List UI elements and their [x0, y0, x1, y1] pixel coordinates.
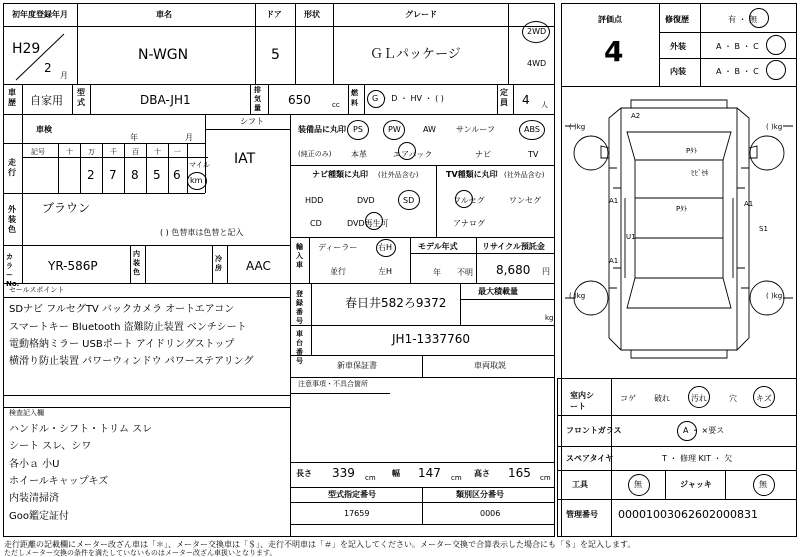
first-reg-label: 初年度登録年月 — [12, 10, 68, 19]
navi-item: DVD再生可 — [347, 219, 389, 228]
history-label: 車歴 — [8, 88, 16, 107]
sales-point-line: 電動格納ミラー USBポート アイドリングストップ — [9, 339, 235, 350]
score-value: 4 — [604, 35, 624, 68]
damage-mark-a1-right: A1 — [744, 200, 754, 208]
tv-item: ワンセグ — [509, 196, 541, 205]
equipment-label: 装備品に丸印 — [298, 125, 346, 134]
mileage-digit: 5 — [153, 168, 161, 182]
damage-mark-a1-left: A1 — [609, 197, 619, 205]
equip-item: PS — [353, 125, 363, 134]
digit-label-0: 記号 — [31, 148, 45, 156]
inspector-line: シート スレ、シワ — [9, 441, 92, 452]
digit-label-4: 百 — [132, 148, 139, 156]
color-no-label: カラーNo. — [6, 253, 20, 288]
spare-label: スペアタイヤ — [566, 454, 614, 463]
damage-mark-u1: U1 — [626, 233, 636, 241]
tv-label: TV種類に丸印 — [446, 170, 498, 179]
height-label: 高さ — [474, 469, 490, 478]
car-diagram — [561, 88, 797, 378]
drive-2wd: 2WD — [527, 27, 547, 36]
equip-item: ナビ — [475, 150, 491, 159]
tools-value: 無 — [634, 480, 642, 489]
max-load-label: 最大積載量 — [478, 287, 518, 296]
reg-year: H29 — [12, 41, 41, 57]
sales-points-label: セールスポイント — [9, 286, 65, 294]
windshield-label: フロントガラス — [566, 426, 622, 435]
navi-item: SD — [403, 196, 415, 205]
handle-left: 左H — [378, 267, 393, 276]
exterior-options: A ・ B ・ C — [716, 42, 759, 51]
color-value: ブラウン — [42, 201, 91, 215]
drive-4wd: 4WD — [527, 59, 547, 68]
displacement-label: 排気量 — [254, 86, 261, 112]
shaken-label: 車検 — [36, 125, 52, 134]
model-year-unit: 年 — [433, 268, 441, 277]
inspector-line: Goo鑑定証付 — [9, 511, 69, 522]
mileage-digit: 7 — [109, 168, 117, 182]
inspector-line: 各小ａ 小U — [9, 459, 60, 470]
exterior-label: 外装 — [670, 42, 686, 51]
inspector-line: 内装清掃済 — [9, 493, 59, 504]
jack-value: 無 — [759, 480, 767, 489]
footer-line-2: ただしメーター交換の条件を満たしていないものはメーター改ざん車扱いとなります。 — [4, 549, 277, 557]
kg-top-left: ( )kg — [569, 123, 586, 131]
type-no-value: 17659 — [344, 509, 370, 518]
length-label: 長さ — [296, 469, 312, 478]
displacement-value: 650 — [288, 93, 311, 107]
equip-item: 本革 — [351, 150, 367, 159]
type-no-label: 型式指定番号 — [328, 490, 376, 499]
shift-label: シフト — [240, 117, 264, 126]
tv-sub: (社外品含む) — [504, 171, 545, 179]
navi-item: CD — [310, 219, 322, 228]
shaken-month-unit: 月 — [185, 133, 193, 142]
import-dealer: ディーラー — [318, 243, 358, 252]
notes-label: 注意事項・不具合箇所 — [298, 380, 368, 388]
reg-month-unit: 月 — [60, 71, 68, 80]
equip-item: AW — [423, 125, 436, 134]
jack-label: ジャッキ — [680, 480, 712, 489]
damage-mark-a2: A2 — [631, 112, 641, 120]
sales-point-line: SDナビ フルセグTV バックカメラ オートエアコン — [9, 304, 235, 315]
model-label: 型式 — [77, 88, 85, 107]
sheet-option: キズ — [756, 394, 772, 403]
sheet-option: 穴 — [729, 394, 737, 403]
recycle-value: 8,680 — [496, 263, 531, 277]
grade-label: グレード — [405, 10, 437, 19]
interior-options: A ・ B ・ C — [716, 67, 759, 76]
color-note: ( ) 色替車は色替と記入 — [160, 228, 244, 237]
mileage-digit: 2 — [87, 168, 95, 182]
car-name-label: 車名 — [156, 10, 172, 19]
model-year-unknown: 不明 — [457, 268, 473, 277]
navi-label: ナビ種類に丸印 — [312, 170, 368, 179]
footer-line-1: 走行距離の記載欄にメーター改ざん車は「＊」、メーター交換車は「＄」、走行不明車は「＃」を記入してください。メーター交換で合算表示した場合にも「＄」を記入します。 — [4, 540, 636, 549]
width-unit: cm — [451, 474, 462, 482]
repair-options: 有 ・ 無 — [728, 15, 758, 24]
management-value: 00001003062602000831 — [618, 508, 758, 521]
kg-bottom-right: ( )kg — [766, 292, 783, 300]
length-unit: cm — [365, 474, 376, 482]
fuel-label: 燃料 — [351, 89, 358, 107]
sheet-option: コゲ — [620, 394, 636, 403]
width-value: 147 — [418, 466, 441, 480]
recycle-unit: 円 — [542, 267, 550, 276]
color-no-value: YR-586P — [48, 259, 98, 273]
damage-mark-pat: Pﾀﾄ — [686, 147, 698, 155]
interior-label: 内装 — [670, 67, 686, 76]
digit-label-6: 一 — [174, 148, 181, 156]
reg-month: 2 — [44, 61, 52, 75]
color-label: 外装色 — [8, 205, 16, 234]
mileage-digit: 6 — [173, 168, 181, 182]
unit-mile: マイル — [189, 161, 210, 169]
digit-label-3: 千 — [110, 148, 117, 156]
equip-item: エアバック — [393, 150, 433, 159]
sales-point-line: スマートキー Bluetooth 盗難防止装置 ベンチシート — [9, 322, 247, 333]
tv-item: フルセグ — [453, 196, 485, 205]
interior-color-label: 内装色 — [133, 250, 140, 276]
class-no-label: 類別区分番号 — [456, 490, 504, 499]
height-value: 165 — [508, 466, 531, 480]
inspector-line: ハンドル・シフト・トリム スレ — [9, 424, 153, 435]
import-parallel: 並行 — [330, 267, 346, 276]
max-load-unit: kg — [545, 314, 554, 322]
equip-item: PW — [388, 125, 401, 134]
sheet-option: 破れ — [654, 394, 670, 403]
grade-value: ＧＬパッケージ — [370, 47, 461, 62]
height-unit: cm — [540, 474, 551, 482]
interior-c-circle — [766, 60, 786, 80]
model-value: DBA-JH1 — [140, 93, 191, 107]
cc-unit: cc — [332, 101, 340, 109]
kg-top-right: ( )kg — [766, 123, 783, 131]
windshield-options: A ・ ×要ス — [683, 426, 725, 435]
mileage-label: 走行 — [8, 158, 16, 177]
capacity-unit: 人 — [541, 101, 548, 109]
chassis-label: 車台番号 — [296, 330, 303, 365]
length-value: 339 — [332, 466, 355, 480]
model-year-label: モデル年式 — [418, 242, 458, 251]
width-label: 幅 — [392, 469, 400, 478]
ac-value: AAC — [246, 259, 271, 273]
management-label: 管理番号 — [566, 510, 598, 519]
tv-item: アナログ — [453, 219, 485, 228]
sales-point-line: 横滑り防止装置 パワーウィンドウ パワーステアリング — [9, 356, 254, 367]
digit-label-5: 十 — [154, 148, 161, 156]
shaken-year-unit: 年 — [130, 133, 138, 142]
damage-mark-pat-2: Pﾀﾄ — [676, 205, 688, 213]
manual-label: 車両取説 — [474, 361, 506, 370]
equip-item: ABS — [524, 125, 540, 134]
interior-sheet-label: 室内シート — [570, 391, 594, 411]
mileage-digit: 8 — [131, 168, 139, 182]
damage-mark-s1: S1 — [759, 225, 768, 233]
import-label: 輸入車 — [296, 243, 303, 269]
capacity-value: 4 — [522, 93, 530, 107]
shape-label: 形状 — [304, 10, 320, 19]
equip-item: サンルーフ — [456, 125, 495, 134]
warranty-label: 新車保証書 — [337, 361, 377, 370]
registration-label: 登録番号 — [296, 290, 303, 325]
damage-mark-a1-lower: A1 — [609, 257, 619, 265]
kg-bottom-left: ( )kg — [569, 292, 586, 300]
navi-sub: (社外品含む) — [378, 171, 419, 179]
recycle-label: リサイクル預託金 — [482, 242, 545, 251]
ac-label: 冷房 — [215, 255, 222, 272]
damage-mark-hiseki: ﾋﾋﾞｾｷ — [691, 169, 709, 177]
chassis-value: JH1-1337760 — [392, 332, 470, 346]
class-no-value: 0006 — [480, 509, 501, 518]
repair-none-circle — [749, 8, 769, 28]
navi-item: DVD — [357, 196, 375, 205]
spare-options: T ・ 修理 KIT ・ 欠 — [662, 454, 733, 463]
navi-item: HDD — [305, 196, 324, 205]
usage-value: 自家用 — [30, 94, 63, 107]
tools-label: 工具 — [572, 480, 588, 489]
handle-right: 右H — [378, 243, 393, 252]
door-label: ドア — [266, 10, 282, 19]
digit-label-1: 十 — [66, 148, 73, 156]
inspector-line: ホイールキャップキズ — [9, 476, 109, 487]
capacity-label: 定員 — [500, 88, 508, 107]
inspector-label: 検査記入欄 — [9, 409, 44, 417]
repair-label: 修復歴 — [665, 15, 689, 24]
shift-value: IAT — [234, 151, 256, 167]
registration-value: 春日井582ろ9372 — [345, 296, 447, 310]
digit-label-2: 万 — [88, 148, 95, 156]
fuel-options: G ・ D ・ HV ・ ( ) — [372, 94, 444, 103]
equipment-sub: (純正のみ) — [298, 150, 332, 158]
score-label: 評価点 — [598, 15, 622, 24]
exterior-c-circle — [766, 35, 786, 55]
sheet-option: 汚れ — [691, 394, 707, 403]
unit-km: km — [190, 176, 203, 185]
door-count: 5 — [271, 47, 280, 63]
car-name: N-WGN — [138, 47, 189, 63]
equip-item: TV — [528, 150, 539, 159]
